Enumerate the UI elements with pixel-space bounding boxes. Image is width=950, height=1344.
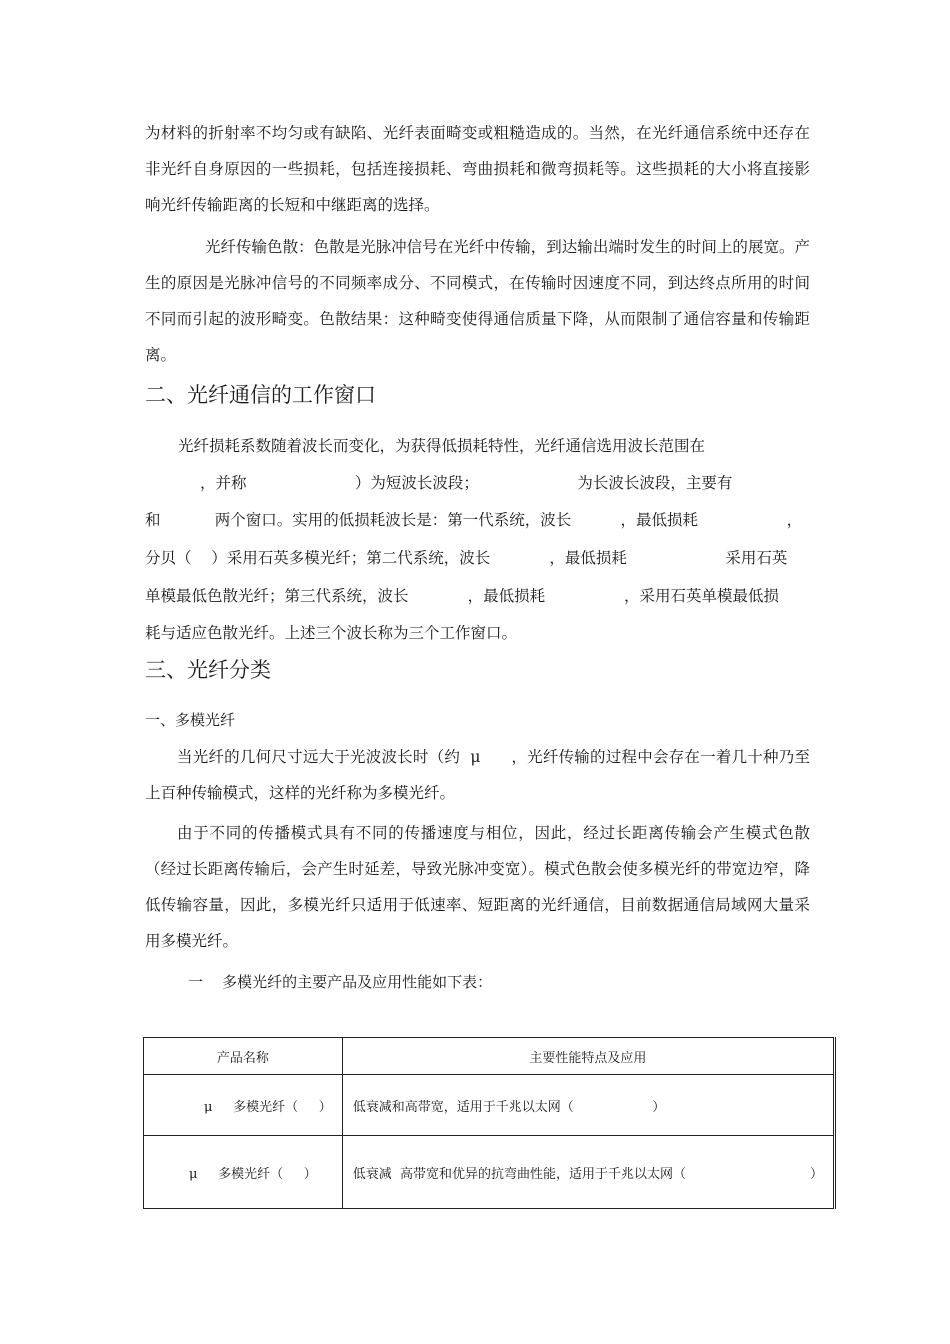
table-caption: 一 多模光纤的主要产品及应用性能如下表： [188,973,493,991]
table-cell: μ 多模光纤（ ） [144,1075,343,1136]
table-cell: 低衰减和高带宽，适用于千兆以太网（ ） [342,1075,834,1136]
table-row [144,1075,835,1136]
table-cell: μ 多模光纤（ ） [144,1136,343,1209]
section-heading-work-window: 二、光纤通信的工作窗口 [145,383,376,407]
column-header: 产品名称 [144,1038,343,1075]
table-cell: 低衰减 高带宽和优异的抗弯曲性能，适用于千兆以太网（ ） [342,1136,834,1209]
text-line: ，并称 ）为短波长波段； 为长波长波段，主要有 [200,474,733,492]
text-line: 和 两个窗口。实用的低损耗波长是：第一代系统，波长 ，最低损耗 ， [145,511,803,529]
section-heading-fiber-classification: 三、光纤分类 [145,658,271,682]
text-line: 单模最低色散光纤；第三代系统，波长 ，最低损耗 ，采用石英单模最低损 [145,587,779,605]
table-header-row [144,1038,835,1075]
column-header: 主要性能特点及应用 [342,1038,834,1075]
text-line: 耗与适应色散光纤。上述三个波长称为三个工作窗口。 [145,624,518,642]
paragraph-modal-dispersion: 由于不同的传播模式具有不同的传播速度与相位，因此，经过长距离传输会产生模式色散（经过长距离传输后，会产生时延差，导致光脉冲变宽）。模式色散会使多模光纤的带宽边窄，降低传输容量，因此，多模光纤只适用于低速率、短距离的光纤通信，目前数据通信局域网大量采用多模光纤。 [145,824,810,950]
text-line: 分贝（ ）采用石英多模光纤；第二代系统，波长 ，最低损耗 采用石英 [145,549,788,567]
paragraph-dispersion: 光纤传输色散：色散是光脉冲信号在光纤中传输，到达输出端时发生的时间上的展宽。产生的原因是光脉冲信号的不同频率成分、不同模式，在传输时因速度不同，到达终点所用的时间不同而引起的波形畸变。色散结果：这种畸变使得通信质量下降，从而限制了通信容量和传输距离。 [145,238,810,364]
table-row [144,1136,835,1209]
text-line: 光纤损耗系数随着波长而变化，为获得低损耗特性，光纤通信选用波长范围在 [178,437,706,455]
product-table [143,1037,836,1209]
paragraph-loss-causes: 为材料的折射率不均匀或有缺陷、光纤表面畸变或粗糙造成的。当然，在光纤通信系统中还存在非光纤自身原因的一些损耗，包括连接损耗、弯曲损耗和微弯损耗等。这些损耗的大小将直接影响光纤传输距离的长短和中继距离的选择。 [145,124,810,214]
paragraph-multimode-definition: 当光纤的几何尺寸远大于光波波长时（约 μ ，光纤传输的过程中会存在一着几十种乃至上百种传输模式，这样的光纤称为多模光纤。 [145,748,810,802]
subheading-multimode: 一、多模光纤 [145,711,236,729]
